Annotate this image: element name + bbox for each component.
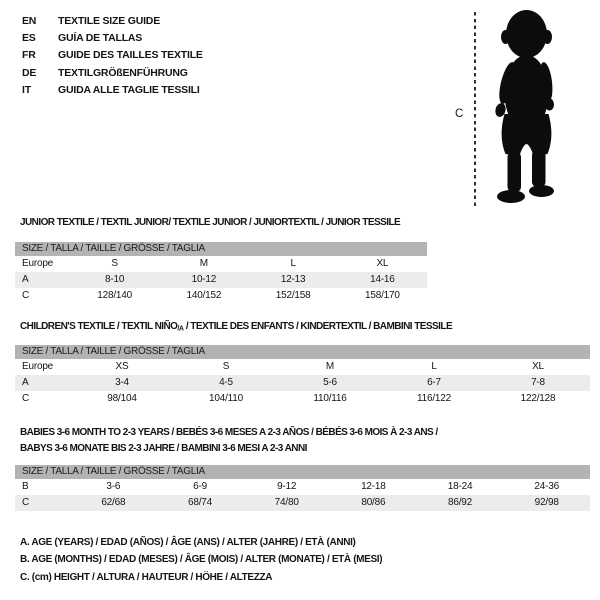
language-row-de: [22, 64, 203, 81]
row-label: C: [22, 393, 30, 404]
table-row-c: [15, 495, 590, 511]
table-row-c: [15, 391, 590, 407]
junior-size-table: [15, 242, 427, 304]
baby-silhouette-icon: [482, 8, 570, 208]
height-cell: 62/68: [101, 497, 126, 508]
age-cell: 3-6: [106, 481, 121, 492]
babies-section-title-line1: BABIES 3-6 MONTH TO 2-3 YEARS / BEBÉS 3-6 MESES A 2-3 AÑOS / BÉBÉS 3-6 MOIS À 2-3 ANS /: [20, 427, 438, 438]
language-row-fr: [22, 47, 203, 64]
row-label: B: [22, 481, 29, 492]
size-cell: S: [111, 258, 118, 269]
size-cell: XS: [115, 361, 129, 372]
height-cell: 122/128: [520, 393, 556, 404]
age-cell: 24-36: [534, 481, 559, 492]
size-cell: S: [222, 361, 230, 372]
height-cell: 116/122: [416, 393, 451, 404]
age-cell: 10-12: [191, 274, 217, 285]
language-title: GUÍA DE TALLAS: [58, 31, 143, 44]
row-label: C: [22, 290, 30, 301]
height-cell: 158/170: [365, 290, 400, 301]
language-title: GUIDA ALLE TAGLIE TESSILI: [58, 83, 200, 96]
babies-section-title-line2: BABYS 3-6 MONATE BIS 2-3 JAHRE / BAMBINI 3-6 MESI A 2-3 ANNI: [20, 442, 307, 454]
language-code: DE: [22, 66, 37, 79]
height-cell: 110/116: [313, 393, 347, 404]
height-cell: 98/104: [107, 393, 137, 404]
age-cell: 9-12: [277, 481, 297, 492]
height-cell: 74/80: [274, 497, 299, 508]
age-cell: 6-7: [427, 377, 441, 388]
size-cell: XL: [376, 258, 389, 269]
row-label: C: [22, 497, 30, 508]
children-section-title: [20, 319, 452, 337]
height-cell: 152/158: [275, 290, 311, 301]
size-cell: L: [290, 258, 296, 269]
height-cell: 128/140: [97, 290, 132, 301]
age-cell: 8-10: [105, 274, 125, 285]
height-cell: 92/98: [534, 497, 559, 508]
footnote-b: B. AGE (MONTHS) / EDAD (MESES) / ÂGE (MOIS) / ALTER (MONATE) / ETÀ (MESI): [20, 554, 383, 566]
children-section-title-sub: /A: [177, 325, 184, 333]
language-code: IT: [22, 83, 31, 96]
language-title: GUIDE DES TAILLES TEXTILE: [58, 49, 203, 62]
junior-section-title: [20, 215, 400, 231]
size-cell: L: [431, 361, 437, 372]
height-cell: 104/110: [208, 393, 243, 404]
table-row-a: [15, 272, 427, 288]
table-row-b: [15, 479, 590, 495]
row-label: A: [22, 274, 29, 285]
size-header-bar: SIZE / TALLA / TAILLE / GRÖSSE / TAGLIA: [15, 345, 590, 359]
language-code: FR: [22, 49, 36, 62]
row-label: A: [22, 377, 29, 388]
children-size-table: [15, 345, 590, 407]
babies-size-table: [15, 465, 590, 511]
age-cell: 5-6: [323, 377, 337, 388]
children-section-title-text: CHILDREN'S TEXTILE / TEXTIL NIÑO: [20, 321, 178, 332]
row-label: Europe: [22, 361, 54, 372]
language-row-en: [22, 12, 203, 29]
language-row-es: [22, 29, 203, 46]
children-section-title-text: / TEXTILE DES ENFANTS / KINDERTEXTIL / BAMBINI TESSILE: [183, 321, 453, 332]
junior-section-title-text: JUNIOR TEXTILE / TEXTIL JUNIOR/ TEXTILE JUNIOR / JUNIORTEXTIL / JUNIOR TESSILE: [20, 217, 401, 228]
size-header-bar: SIZE / TALLA / TAILLE / GRÖSSE / TAGLIA: [15, 465, 590, 479]
footnote-a: A. AGE (YEARS) / EDAD (AÑOS) / ÂGE (ANS) / ALTER (JAHRE) / ETÀ (ANNI): [20, 537, 356, 548]
language-code: EN: [22, 14, 37, 27]
age-cell: 7-8: [531, 377, 545, 388]
height-cell: 140/152: [186, 290, 222, 301]
age-cell: 18-24: [447, 481, 473, 492]
height-measure-line: [474, 12, 476, 206]
age-cell: 14-16: [370, 274, 395, 285]
language-title: TEXTILE SIZE GUIDE: [58, 14, 160, 27]
size-cell: M: [325, 361, 335, 372]
language-header: [22, 12, 203, 98]
size-cell: M: [199, 258, 208, 269]
age-cell: 6-9: [193, 481, 207, 492]
size-cell: XL: [532, 361, 544, 372]
language-title: TEXTILGRÖßENFÜHRUNG: [58, 66, 188, 79]
table-row-europe: [15, 359, 590, 375]
babies-section-title: [20, 425, 500, 456]
table-row-a: [15, 375, 590, 391]
height-cell: 86/92: [448, 497, 473, 508]
language-row-it: [22, 81, 203, 98]
height-cell: 68/74: [187, 497, 213, 508]
table-row-europe: [15, 256, 427, 272]
table-row-c: [15, 288, 427, 304]
size-header-bar: SIZE / TALLA / TAILLE / GRÖSSE / TAGLIA: [15, 242, 427, 256]
height-cell: 80/86: [361, 497, 386, 508]
footnote-c: C. (cm) HEIGHT / ALTURA / HAUTEUR / HÖHE / ALTEZZA: [20, 571, 273, 583]
age-cell: 12-13: [280, 274, 306, 285]
row-label: Europe: [22, 258, 54, 269]
age-cell: 12-18: [361, 481, 386, 492]
footnotes: [20, 534, 382, 586]
age-cell: 4-5: [219, 377, 233, 388]
language-code: ES: [22, 31, 36, 44]
height-measure-label: C: [455, 108, 464, 120]
age-cell: 3-4: [115, 377, 129, 388]
